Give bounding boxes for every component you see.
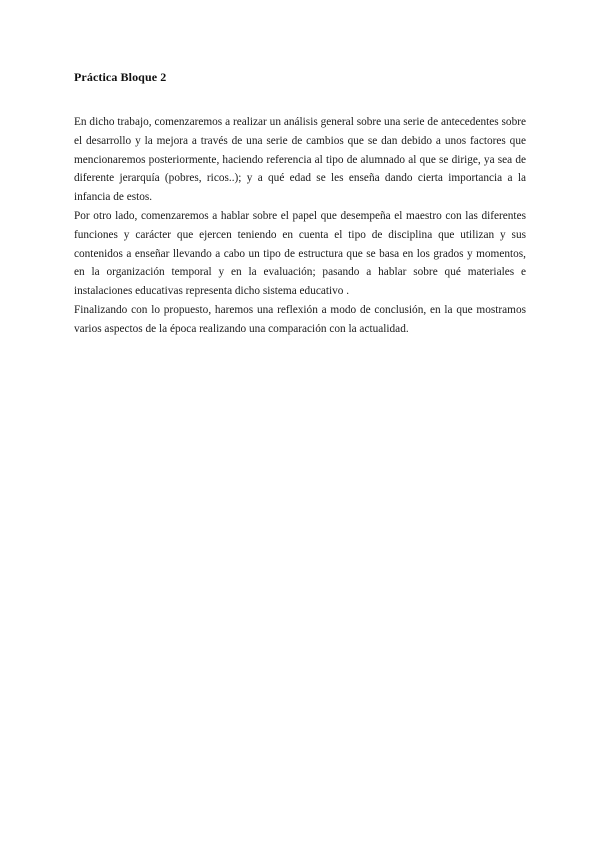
paragraph-teacher-role: Por otro lado, comenzaremos a hablar sobre el papel que desempeña el maestro con las diferentes funciones y carácter que ejercen teniendo en cuenta el tipo de disciplina que utilizan y sus contenidos a enseñar llevando a cabo un tipo de estructura que se basa en los grados y momentos, en la organización temporal y en la evaluación; pasando a hablar sobre qué materiales e instalaciones educativas representa dicho sistema educativo . xyxy=(74,209,526,298)
document-title: Práctica Bloque 2 xyxy=(74,70,167,84)
paragraph-conclusion: Finalizando con lo propuesto, haremos una reflexión a modo de conclusión, en la que mostramos varios aspectos de la época realizando una comparación con la actualidad. xyxy=(74,303,526,335)
document-body xyxy=(74,113,526,339)
paragraph-introduction: En dicho trabajo, comenzaremos a realizar un análisis general sobre una serie de antecedentes sobre el desarrollo y la mejora a través de una serie de cambios que se dan debido a unos factores que mencionaremos posteriormente, haciendo referencia al tipo de alumnado al que se dirige, ya sea de diferente jerarquía (pobres, ricos..); y a qué edad se les enseña dando cierta importancia a la infancia de estos. xyxy=(74,116,526,204)
